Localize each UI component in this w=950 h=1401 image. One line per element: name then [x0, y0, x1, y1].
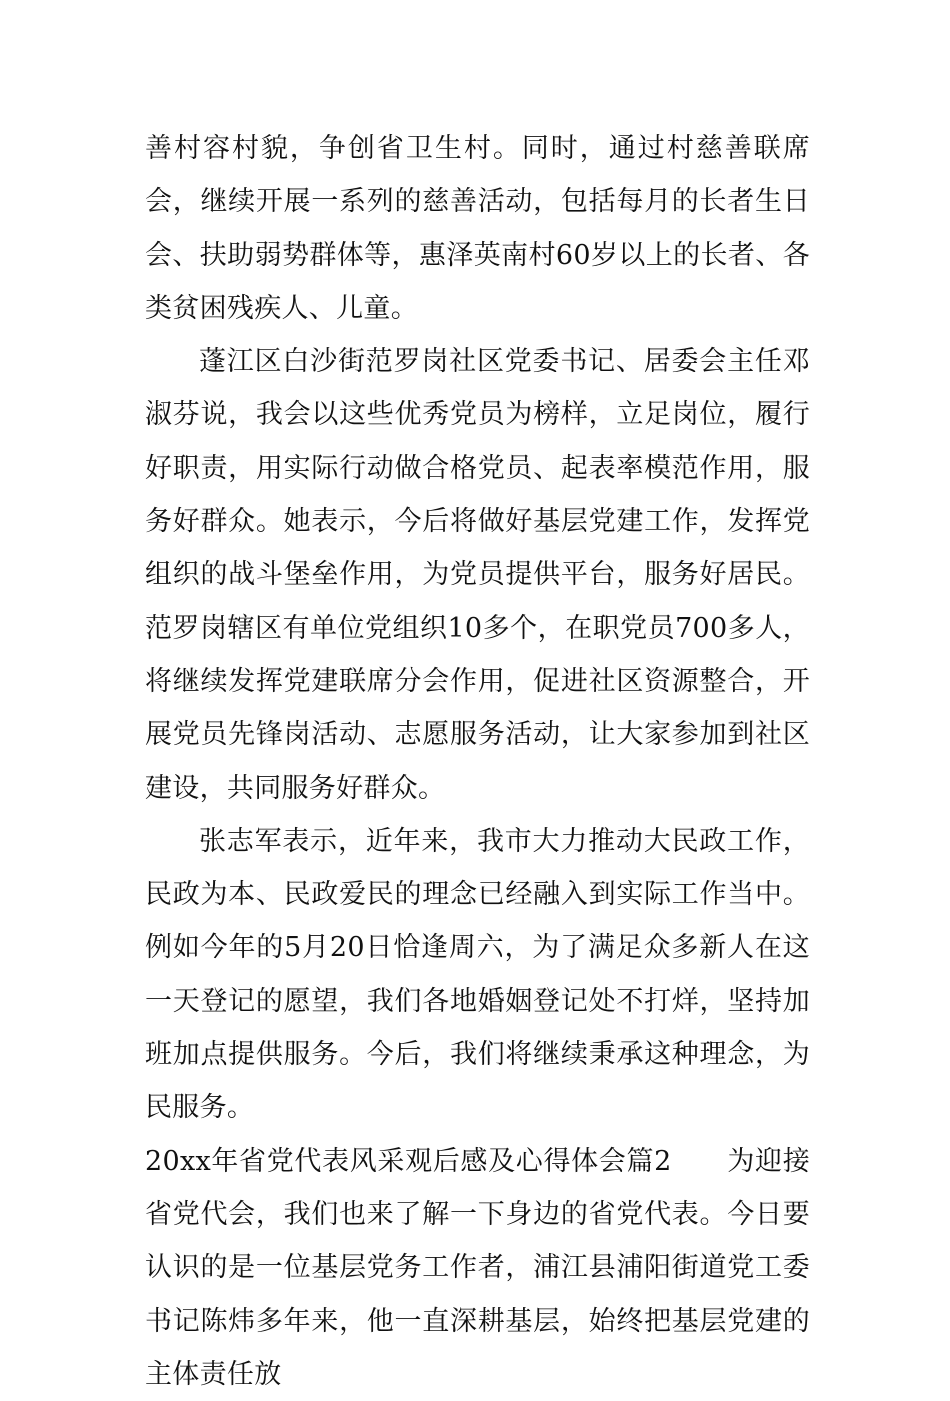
paragraph-village-charity: 善村容村貌，争创省卫生村。同时，通过村慈善联席会，继续开展一系列的慈善活动，包括每月的长者生日会、扶助弱势群体等，惠泽英南村60岁以上的长者、各类贫困残疾人、儿童。	[145, 133, 810, 324]
section-gap	[672, 1146, 728, 1177]
document-page	[145, 122, 810, 1401]
section-heading: 20xx年省党代表风采观后感及心得体会篇2	[145, 1145, 672, 1177]
section-body: 为迎接省党代会，我们也来了解一下身边的省党代表。今日要认识的是一位基层党务工作者，浦江县浦阳街道党工委书记陈炜多年来，他一直深耕基层，始终把基层党建的主体责任放	[145, 1145, 810, 1390]
paragraph-zhang-zhijun: 张志军表示，近年来，我市大力推动大民政工作，民政为本、民政爱民的理念已经融入到实际工作当中。例如今年的5月20日恰逢周六，为了满足众多新人在这一天登记的愿望，我们各地婚姻登记处不打烊，坚持加班加点提供服务。今后，我们将继续秉承这种理念，为民服务。	[145, 825, 810, 1124]
paragraph-deng-shufen: 蓬江区白沙街范罗岗社区党委书记、居委会主任邓淑芬说，我会以这些优秀党员为榜样，立足岗位，履行好职责，用实际行动做合格党员、起表率模范作用，服务好群众。她表示，今后将做好基层党建工作，发挥党组织的战斗堡垒作用，为党员提供平台，服务好居民。范罗岗辖区有单位党组织10多个，在职党员700多人，将继续发挥党建联席分会作用，促进社区资源整合，开展党员先锋岗活动、志愿服务活动，让大家参加到社区建设，共同服务好群众。	[145, 346, 810, 804]
paragraph-section-2	[145, 1135, 810, 1401]
